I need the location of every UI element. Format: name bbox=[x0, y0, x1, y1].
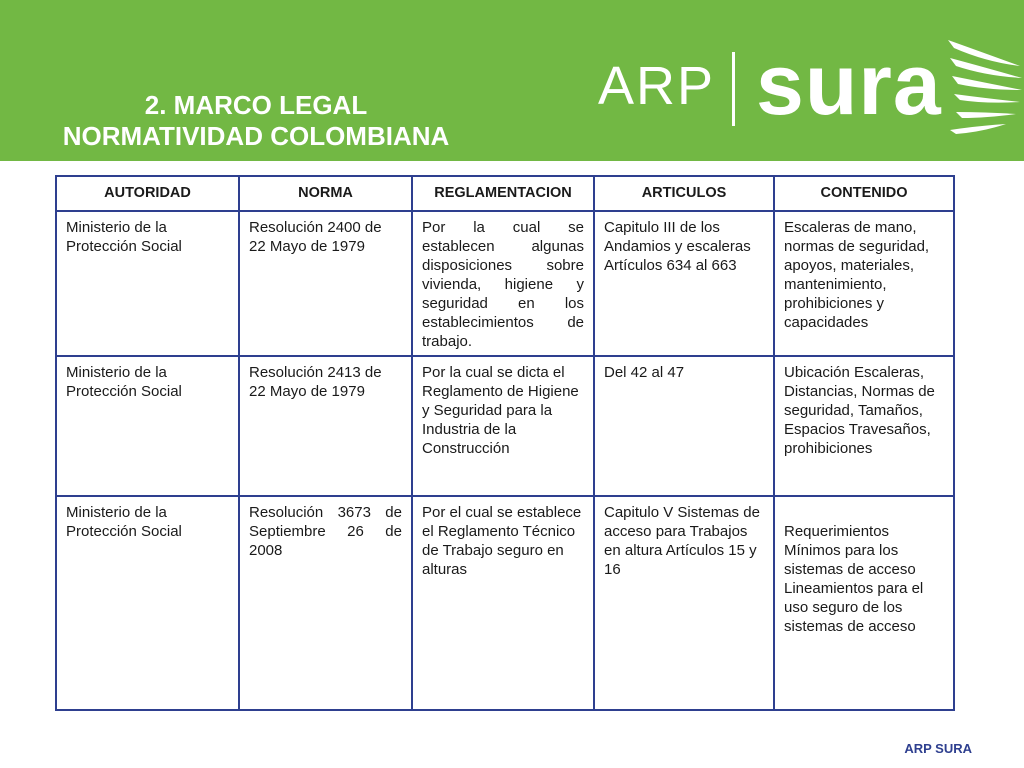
header-banner bbox=[0, 0, 1024, 161]
title-line-1: 2. MARCO LEGAL bbox=[144, 90, 368, 120]
cell-autoridad: Ministerio de la Protección Social bbox=[56, 356, 239, 496]
cell-reglamentacion: Por la cual se dicta el Reglamento de Higiene y Seguridad para la Industria de la Construcción bbox=[412, 356, 594, 496]
cell-autoridad: Ministerio de la Protección Social bbox=[56, 496, 239, 710]
footer-brand: ARP SURA bbox=[904, 741, 972, 756]
logo-arp-text: ARP bbox=[598, 56, 716, 116]
cell-norma: Resolución 2400 de 22 Mayo de 1979 bbox=[239, 211, 412, 356]
cell-autoridad: Ministerio de la Protección Social bbox=[56, 211, 239, 356]
logo-divider bbox=[732, 52, 735, 126]
table-row bbox=[56, 356, 954, 496]
arp-sura-logo bbox=[598, 37, 1018, 140]
header-contenido: CONTENIDO bbox=[774, 176, 954, 211]
header-norma: NORMA bbox=[239, 176, 412, 211]
cell-contenido: Escaleras de mano, normas de seguridad, apoyos, materiales, mantenimiento, prohibiciones y capacidades bbox=[774, 211, 954, 356]
cell-norma: Resolución 3673 de Septiembre 26 de 2008 bbox=[239, 496, 412, 710]
cell-articulos: Capitulo V Sistemas de acceso para Trabajos en altura Artículos 15 y 16 bbox=[594, 496, 774, 710]
header-autoridad: AUTORIDAD bbox=[56, 176, 239, 211]
title-line-2: NORMATIVIDAD COLOMBIANA bbox=[62, 121, 450, 151]
logo-sura-text: sura bbox=[756, 37, 942, 133]
cell-contenido: Requerimientos Mínimos para los sistemas de acceso Lineamientos para el uso seguro de los sistemas de acceso bbox=[774, 496, 954, 710]
cell-articulos: Capitulo III de los Andamios y escaleras Artículos 634 al 663 bbox=[594, 211, 774, 356]
cell-reglamentacion: Por el cual se establece el Reglamento Técnico de Trabajo seguro en alturas bbox=[412, 496, 594, 710]
page-title bbox=[0, 90, 512, 152]
cell-norma: Resolución 2413 de 22 Mayo de 1979 bbox=[239, 356, 412, 496]
sura-wings-icon bbox=[946, 40, 1024, 136]
table-header-row bbox=[56, 176, 954, 211]
cell-contenido: Ubicación Escaleras, Distancias, Normas de seguridad, Tamaños, Espacios Travesaños, prohibiciones bbox=[774, 356, 954, 496]
header-articulos: ARTICULOS bbox=[594, 176, 774, 211]
legal-table bbox=[55, 175, 955, 711]
cell-reglamentacion: Por la cual se establecen algunas disposiciones sobre vivienda, higiene y seguridad en los establecimientos de trabajo. bbox=[412, 211, 594, 356]
table-row bbox=[56, 496, 954, 710]
table-row bbox=[56, 211, 954, 356]
legal-table-container bbox=[55, 175, 953, 711]
header-reglamentacion: REGLAMENTACION bbox=[412, 176, 594, 211]
cell-articulos: Del 42 al 47 bbox=[594, 356, 774, 496]
